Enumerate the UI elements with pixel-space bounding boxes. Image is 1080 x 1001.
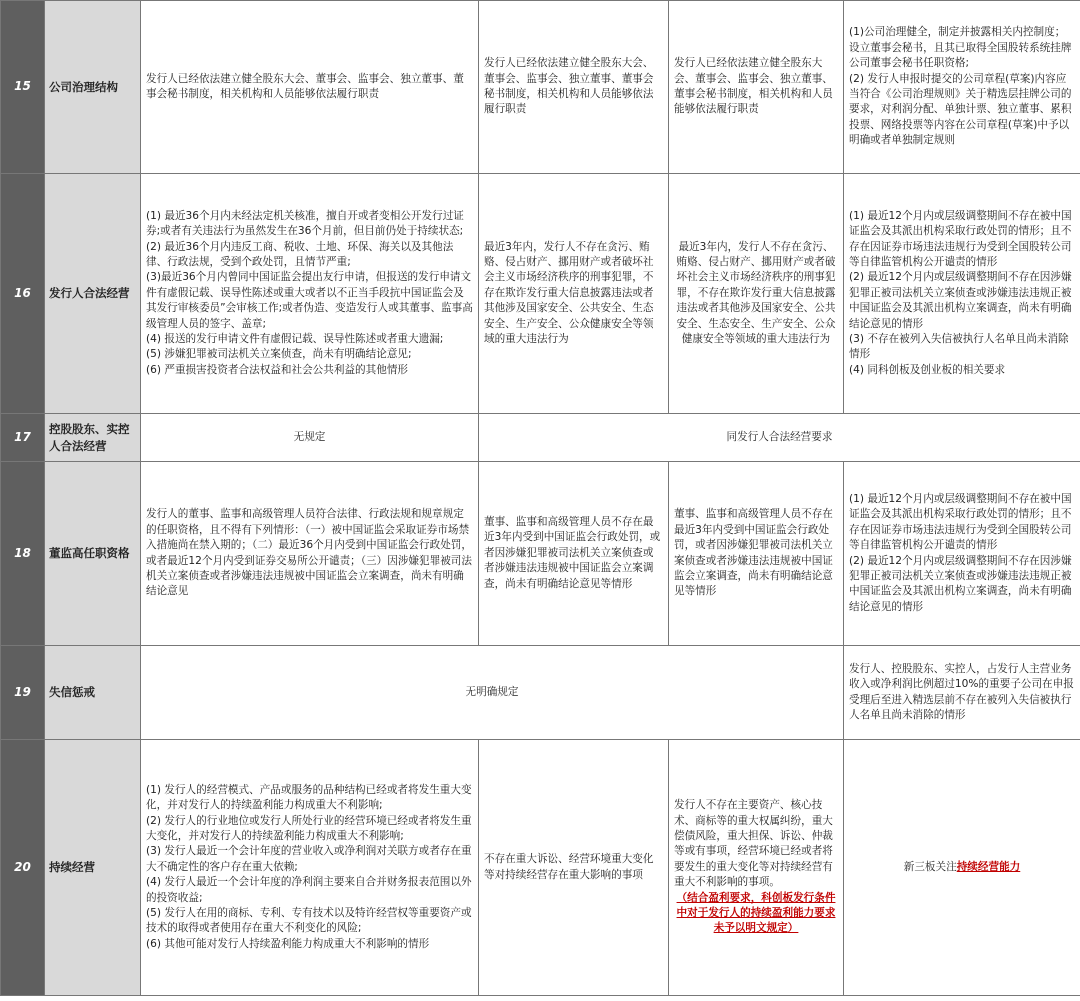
cell-col-b: 发行人已经依法建立健全股东大会、董事会、监事会、独立董事、董事会秘书制度，相关机构和人员能够依法履行职责: [479, 1, 669, 174]
row-item-title: 控股股东、实控人合法经营: [45, 414, 141, 462]
cell-col-bcd: 同发行人合法经营要求: [479, 414, 1080, 462]
table-row: [1, 1, 1080, 174]
cell-paragraph: (3) 发行人最近一个会计年度的营业收入或净利润对关联方或者存在重大不确定性的客户存在重大依赖;: [146, 845, 472, 873]
cell-col-c: [669, 740, 844, 996]
highlight-text: 持续经营能力: [956, 860, 1021, 873]
cell-paragraph: (4) 报送的发行申请文件有虚假记载、误导性陈述或者重大遗漏;: [146, 333, 444, 346]
cell-col-c: 董事、监事和高级管理人员不存在最近3年内受到中国证监会行政处罚，或者因涉嫌犯罪被司法机关立案侦查或者涉嫌违法违规被中国证监会立案调查，尚未有明确结论意见等情形: [669, 462, 844, 646]
cell-paragraph: (4) 同科创板及创业板的相关要求: [849, 363, 1006, 376]
cell-paragraph: (5) 涉嫌犯罪被司法机关立案侦查，尚未有明确结论意见;: [146, 348, 412, 361]
cell-col-a: 发行人的董事、监事和高级管理人员符合法律、行政法规和规章规定的任职资格，且不得有下列情形：（一）被中国证监会采取证券市场禁入措施尚在禁入期的；（二）最近36个月内受到中国证监会行政处罚，或者最近12个月内受到证券交易所公开谴责；（三）因涉嫌犯罪被司法机关立案侦查或者涉嫌违法违规被中国证监会立案调查，尚未有明确结论意见: [141, 462, 479, 646]
cell-col-a: [141, 174, 479, 414]
cell-col-b: 董事、监事和高级管理人员不存在最近3年内受到中国证监会行政处罚，或者因涉嫌犯罪被司法机关立案侦查或者涉嫌违法违规被中国证监会立案调查，尚未有明确结论意见等情形: [479, 462, 669, 646]
cell-paragraph: (2) 最近12个月内或层级调整期间不存在因涉嫌犯罪正被司法机关立案侦查或涉嫌违法违规正被中国证监会及其派出机构立案调查，尚未有明确结论意见的情形: [849, 271, 1072, 330]
cell-col-d: 发行人、控股股东、实控人，占发行人主营业务收入或净利润比例超过10%的重要子公司在申报受理后至进入精选层前不存在被列入失信被执行人名单且尚未消除的情形: [844, 646, 1080, 740]
cell-col-abc: 无明确规定: [141, 646, 844, 740]
cell-paragraph: (2) 发行人的行业地位或发行人所处行业的经营环境已经或者将发生重大变化，并对发行人的持续盈利能力构成重大不利影响;: [146, 814, 472, 842]
cell-paragraph: (5) 发行人在用的商标、专利、专有技术以及特许经营权等重要资产或技术的取得或者使用存在重大不利变化的风险;: [146, 907, 472, 935]
cell-paragraph: (2) 最近36个月内违反工商、税收、土地、环保、海关以及其他法律、行政法规，受到个政处罚，且情节严重;: [146, 240, 454, 268]
cell-paragraph: (1) 最近12个月内或层级调整期间不存在被中国证监会及其派出机构采取行政处罚的情形；且不存在因证券市场违法违规行为受到全国股转公司等自律监管机构公开谴责的情形: [849, 209, 1072, 268]
cell-col-a: [141, 740, 479, 996]
cell-col-d: [844, 1, 1080, 174]
row-number: 17: [1, 414, 45, 462]
cell-paragraph: (6) 其他可能对发行人持续盈利能力构成重大不利影响的情形: [146, 937, 430, 950]
cell-paragraph: 发行人不存在主要资产、核心技术、商标等的重大权属纠纷，重大偿债风险，重大担保、诉讼、仲裁等或有事项，经营环境已经或者将要发生的重大变化等对持续经营有重大不利影响的事项。: [674, 799, 833, 889]
cell-col-b: 不存在重大诉讼、经营环境重大变化等对持续经营存在重大影响的事项: [479, 740, 669, 996]
cell-col-c: 发行人已经依法建立健全股东大会、董事会、监事会、独立董事、董事会秘书制度，相关机构和人员能够依法履行职责: [669, 1, 844, 174]
row-number: 18: [1, 462, 45, 646]
cell-text-prefix: 新三板关注: [903, 860, 957, 873]
cell-paragraph: (3)最近36个月内曾同中国证监会提出友行申请，但报送的发行申请文件有虚假记载、误导性陈述或重大或者以不正当手段抗中国证监会及其发行审核委员”会审核工作;或者伪造、变造发行人或其董事、监事高级管理人员的签字、盖章;: [146, 271, 473, 330]
cell-paragraph: (2) 最近12个月内或层级调整期间不存在因涉嫌犯罪正被司法机关立案侦查或涉嫌违法违规正被中国证监会及其派出机构立案调查，尚未有明确结论意见的情形: [849, 554, 1072, 613]
red-note-text: 结合盈利要求，科创板发行条件中对于发行人的持续盈利能力要求未予以明文规定: [676, 891, 836, 935]
cell-paragraph: (4) 发行人最近一个会计年度的净利润主要来自合并财务报表范围以外的投资收益;: [146, 876, 472, 904]
cell-col-a: 发行人已经依法建立健全股东大会、董事会、监事会、独立董事、董事会秘书制度，相关机构和人员能够依法履行职责: [141, 1, 479, 174]
cell-paragraph: (1) 最近36个月内未经法定机关核准，擅自开或者变相公开发行过证券;或者有关违法行为虽然发生在36个月前，但目前仍处于持续状态;: [146, 209, 464, 238]
cell-col-c: 最近3年内，发行人不存在贪污、贿赂、侵占财产、挪用财产或者破坏社会主义市场经济秩序的刑事犯罪，不存在欺诈发行重大信息披露违法或者其他涉及国家安全、公共安全、生态安全、生产安全、公众健康安全等领域的重大违法行为: [669, 174, 844, 414]
red-note: （结合盈利要求，科创板发行条件中对于发行人的持续盈利能力要求未予以明文规定）: [676, 891, 836, 935]
row-number: 19: [1, 646, 45, 740]
cell-paragraph: (3) 不存在被列入失信被执行人名单且尚未消除情形: [849, 333, 1069, 361]
cell-col-a: 无规定: [141, 414, 479, 462]
row-item-title: 持续经营: [45, 740, 141, 996]
row-number: 16: [1, 174, 45, 414]
cell-paragraph: (1)公司治理健全，制定并披露相关内控制度；设立董事会秘书，且其已取得全国股转系统挂牌公司董事会秘书任职资格;: [849, 26, 1072, 70]
table-row: [1, 414, 1080, 462]
cell-col-d: [844, 174, 1080, 414]
table-row: [1, 174, 1080, 414]
row-item-title: 发行人合法经营: [45, 174, 141, 414]
row-item-title: 董监高任职资格: [45, 462, 141, 646]
row-item-title: 失信惩戒: [45, 646, 141, 740]
cell-col-d: [844, 740, 1080, 996]
table-row: [1, 462, 1080, 646]
cell-paragraph: (1) 最近12个月内或层级调整期间不存在被中国证监会及其派出机构采取行政处罚的情形；且不存在因证券市场违法违规行为受到全国股转公司等自律监管机构公开谴责的情形: [849, 492, 1072, 552]
row-number: 15: [1, 1, 45, 174]
row-number: 20: [1, 740, 45, 996]
table-row: [1, 740, 1080, 996]
cell-paragraph: (6) 严重损害投资者合法权益和社会公共利益的其他情形: [146, 363, 409, 376]
cell-col-d: [844, 462, 1080, 646]
cell-col-b: 最近3年内，发行人不存在贪污、贿赂、侵占财产、挪用财产或者破坏社会主义市场经济秩序的刑事犯罪，不存在欺诈发行重大信息披露违法或者其他涉及国家安全、公共安全、生态安全、生产安全、公众健康安全等领域的重大违法行为: [479, 174, 669, 414]
row-item-title: 公司治理结构: [45, 1, 141, 174]
table-row: [1, 646, 1080, 740]
cell-paragraph: (2) 发行人申报时提交的公司章程(草案)内容应当符合《公司治理规则》关于精选层挂牌公司的要求，对利润分配、单独计票、独立董事、累积投票、网络投票等内容在公司章程(草案)中予以明确或者单独制定规则: [849, 72, 1072, 147]
cell-paragraph: (1) 发行人的经营模式、产品或服务的品种结构已经或者将发生重大变化，并对发行人的持续盈利能力构成重大不利影响;: [146, 783, 472, 812]
